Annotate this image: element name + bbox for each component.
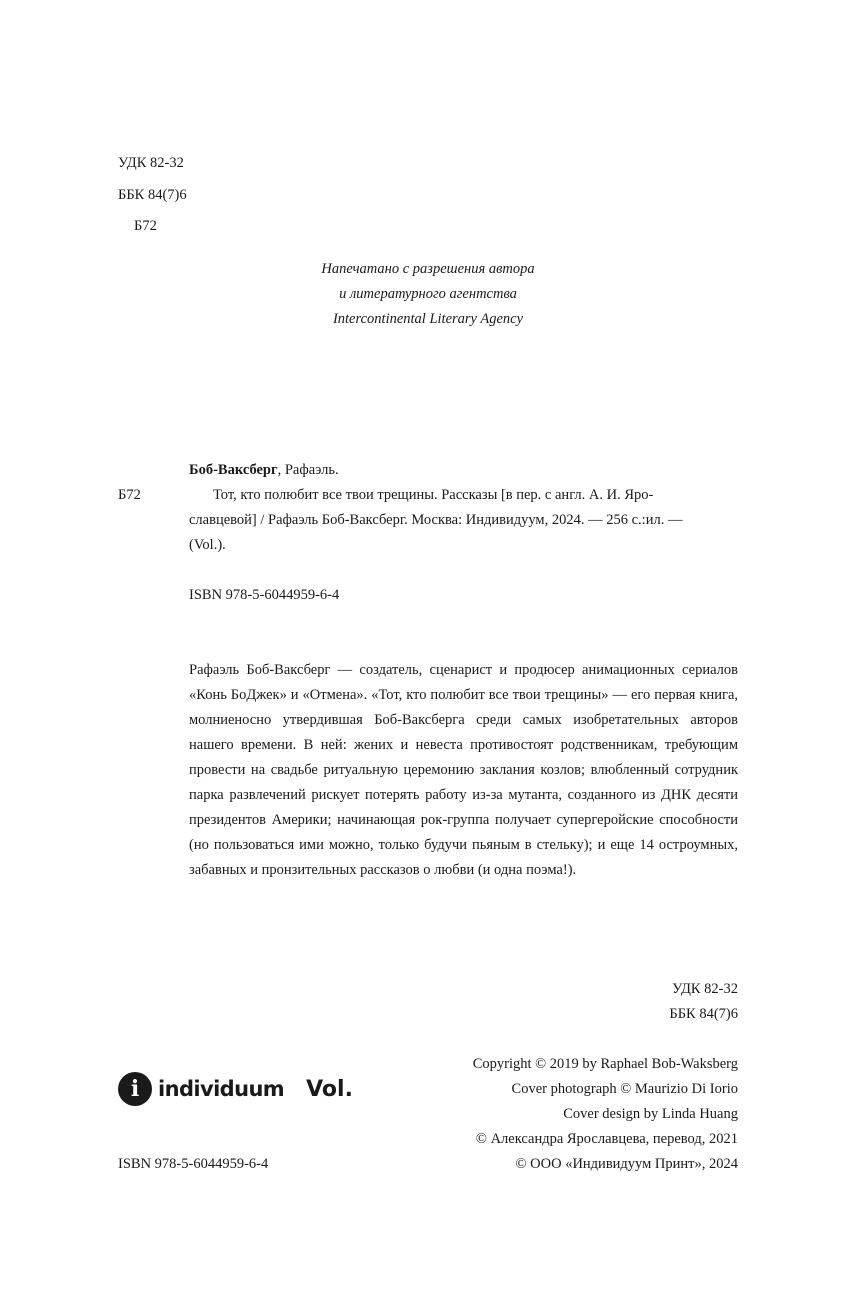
- copyright-line-5: © ООО «Индивидуум Принт», 2024: [515, 1156, 738, 1172]
- bib-author-name: , Рафаэль.: [277, 462, 339, 478]
- permission-line-2: и литературного агентства: [339, 286, 517, 302]
- individuum-logo-icon: i: [118, 1072, 152, 1106]
- bib-author-surname: Боб-Ваксберг: [189, 462, 278, 478]
- annotation-paragraph: Рафаэль Боб-Ваксберг — создатель, сценарист и продюсер анимационных сериалов «Конь БоДжек» и «Отмена». «Тот, кто полюбит все твои трещины» — его первая книга, молниеносно утвердившая Боб-Ваксберга среди самых изобретательных авторов нашего времени. В ней: жених и невеста противостоят родственникам, требующим провести на свадьбе ритуальную церемонию заклания козлов; влюбленный сотрудник парка развлечений рискует потерять работу из-за мутанта, созданного из ДНК десяти президентов Америки; начинающая рок-группа получает супергеройские способности (но пользоваться ими можно, только будучи пьяным в стельку); и еще 14 остроумных, забавных и пронзительных рассказов о любви (и одна поэма!).: [189, 662, 738, 878]
- bib-desc-line-3: (Vol.).: [189, 537, 226, 553]
- copyright-line-2: Cover photograph © Maurizio Di Iorio: [511, 1081, 738, 1097]
- bib-isbn: ISBN 978-5-6044959-6-4: [189, 587, 340, 603]
- bbk-code: ББК 84(7)6: [118, 187, 187, 203]
- bottom-isbn: ISBN 978-5-6044959-6-4: [118, 1156, 269, 1172]
- permission-line-1: Напечатано с разрешения автора: [321, 261, 535, 277]
- individuum-logo-text: individuum: [158, 1077, 285, 1101]
- bbk-code-right: ББК 84(7)6: [669, 1006, 738, 1022]
- bib-desc-line-2: славцевой] / Рафаэль Боб-Ваксберг. Москва: Индивидуум, 2024. — 256 с.:ил. —: [189, 512, 683, 528]
- bib-author: [189, 458, 339, 483]
- copyright-line-1: Copyright © 2019 by Raphael Bob-Waksberg: [472, 1056, 738, 1072]
- udk-code-right: УДК 82-32: [672, 981, 738, 997]
- bib-desc-line-1: Тот, кто полюбит все твои трещины. Рассказы [в пер. с англ. А. И. Яро-: [213, 487, 654, 503]
- author-mark: Б72: [134, 218, 157, 234]
- publisher-logos: [118, 1070, 353, 1108]
- udk-code: УДК 82-32: [118, 155, 184, 171]
- copyright-line-3: Cover design by Linda Huang: [563, 1106, 738, 1122]
- bib-mark: Б72: [118, 487, 141, 503]
- copyright-line-4: © Александра Ярославцева, перевод, 2021: [475, 1131, 738, 1147]
- permission-line-3: Intercontinental Literary Agency: [332, 311, 524, 327]
- vol-logo: Vol.: [306, 1076, 353, 1102]
